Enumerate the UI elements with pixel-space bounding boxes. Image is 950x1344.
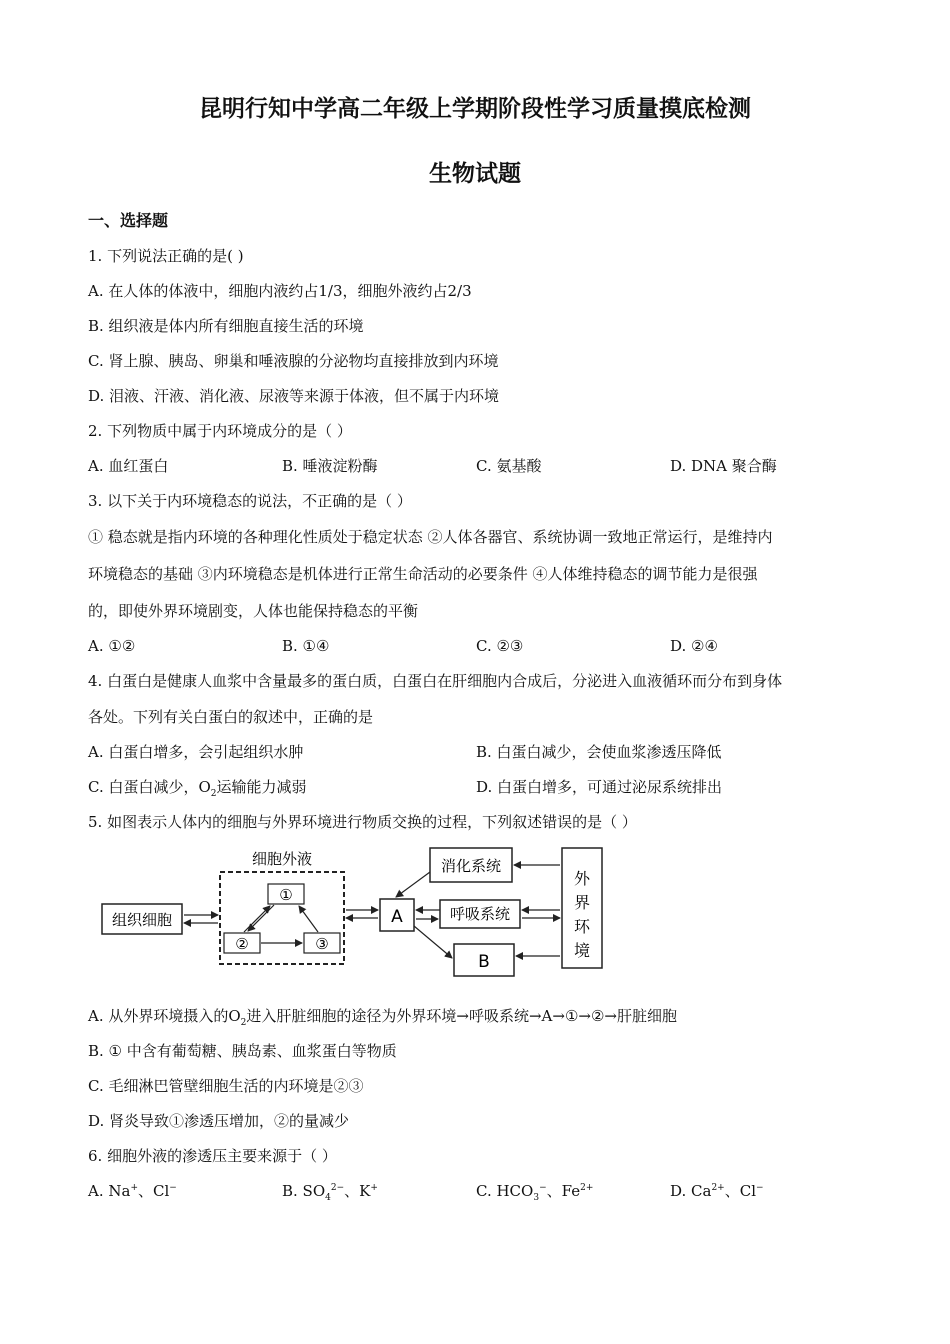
external-environment-char-4: 境 bbox=[573, 941, 591, 960]
q3-statement-line-2: 环境稳态的基础 ③内环境稳态是机体进行正常生命活动的必要条件 ④人体维持稳态的调节能力是很强 bbox=[88, 565, 758, 583]
exchange-diagram bbox=[96, 844, 616, 984]
q6-option-d: D. $Ca^{2+}$、Cl− bbox=[670, 1182, 764, 1200]
q1-stem: 1. 下列说法正确的是( ) bbox=[88, 247, 244, 265]
node-3-label: ③ bbox=[315, 935, 329, 953]
arrow-a-to-b bbox=[414, 926, 452, 958]
q1-option-c: C. 肾上腺、胰岛、卵巢和唾液腺的分泌物均直接排放到内环境 bbox=[88, 352, 499, 370]
arrow-3-to-1 bbox=[299, 906, 318, 932]
q5-option-a: A. 从外界环境摄入的$O_2$进入肝脏细胞的途径为外界环境→呼吸系统→A→①→②→肝脏细胞 bbox=[88, 1007, 677, 1028]
node-1-label: ① bbox=[279, 886, 293, 904]
q1-option-d: D. 泪液、汗液、消化液、尿液等来源于体液，但不属于内环境 bbox=[88, 387, 500, 405]
section-heading: 一、选择题 bbox=[88, 211, 169, 230]
q2-option-c: C. 氨基酸 bbox=[476, 457, 542, 475]
exam-title: 昆明行知中学高二年级上学期阶段性学习质量摸底检测 bbox=[199, 96, 751, 122]
q3-option-a: A. ①② bbox=[88, 637, 136, 655]
q4-option-b: B. 白蛋白减少，会使血浆渗透压降低 bbox=[476, 743, 722, 761]
q6-option-c: C. $HCO_3^-$、$Fe^{2+}$ bbox=[476, 1182, 594, 1203]
q3-option-b: B. ①④ bbox=[282, 637, 330, 655]
q3-statement-line-1: ① 稳态就是指内环境的各种理化性质处于稳定状态 ②人体各器官、系统协调一致地正常运行，是维持内 bbox=[88, 528, 773, 546]
q1-option-b: B. 组织液是体内所有细胞直接生活的环境 bbox=[88, 317, 364, 335]
q4-option-d: D. 白蛋白增多，可通过泌尿系统排出 bbox=[476, 778, 723, 796]
q6-option-a: A. Na+、Cl− bbox=[88, 1182, 177, 1200]
q5-option-b: B. ① 中含有葡萄糖、胰岛素、血浆蛋白等物质 bbox=[88, 1042, 397, 1060]
q5-stem: 5. 如图表示人体内的细胞与外界环境进行物质交换的过程，下列叙述错误的是（ ） bbox=[88, 813, 637, 831]
q3-statement-line-3: 的，即使外界环境剧变，人体也能保持稳态的平衡 bbox=[88, 602, 419, 620]
exam-subject: 生物试题 bbox=[429, 161, 521, 187]
ecf-label: 细胞外液 bbox=[251, 850, 313, 868]
node-2-label: ② bbox=[235, 935, 249, 953]
node-a-label: A bbox=[391, 907, 403, 927]
digestive-system-label: 消化系统 bbox=[440, 857, 502, 875]
external-environment-char-1: 外 bbox=[573, 869, 591, 888]
q2-option-a: A. 血红蛋白 bbox=[88, 457, 169, 475]
q4-option-c: C. 白蛋白减少，$O_2$运输能力减弱 bbox=[88, 778, 307, 799]
arrow-digestive-to-a bbox=[396, 872, 430, 897]
q3-option-c: C. ②③ bbox=[476, 637, 524, 655]
q4-stem-line-1: 4. 白蛋白是健康人血浆中含量最多的蛋白质，白蛋白在肝细胞内合成后，分泌进入血液循环而分布到身体 bbox=[88, 672, 783, 690]
q4-stem-line-2: 各处。下列有关白蛋白的叙述中，正确的是 bbox=[88, 708, 374, 726]
q5-option-c: C. 毛细淋巴管壁细胞生活的内环境是②③ bbox=[88, 1077, 364, 1095]
q1-option-a: A. 在人体的体液中，细胞内液约占1/3，细胞外液约占2/3 bbox=[88, 282, 472, 300]
tissue-cell-label: 组织细胞 bbox=[111, 911, 173, 929]
external-environment-char-3: 环 bbox=[573, 917, 591, 936]
q6-option-b: B. $SO_4^{2-}$、K+ bbox=[282, 1182, 378, 1203]
respiratory-system-label: 呼吸系统 bbox=[449, 905, 511, 923]
arrow-1-to-2 bbox=[248, 905, 274, 931]
arrow-2-to-1 bbox=[244, 906, 270, 932]
q4-option-a: A. 白蛋白增多，会引起组织水肿 bbox=[88, 743, 304, 761]
q2-stem: 2. 下列物质中属于内环境成分的是（ ） bbox=[88, 422, 352, 440]
external-environment-char-2: 界 bbox=[573, 893, 591, 912]
q3-stem: 3. 以下关于内环境稳态的说法，不正确的是（ ） bbox=[88, 492, 412, 510]
q6-stem: 6. 细胞外液的渗透压主要来源于（ ） bbox=[88, 1147, 337, 1165]
q3-option-d: D. ②④ bbox=[670, 637, 718, 655]
q2-option-b: B. 唾液淀粉酶 bbox=[282, 457, 378, 475]
q2-option-d: D. DNA 聚合酶 bbox=[670, 457, 777, 475]
node-b-label: B bbox=[478, 952, 490, 972]
q5-option-d: D. 肾炎导致①渗透压增加，②的量减少 bbox=[88, 1112, 350, 1130]
